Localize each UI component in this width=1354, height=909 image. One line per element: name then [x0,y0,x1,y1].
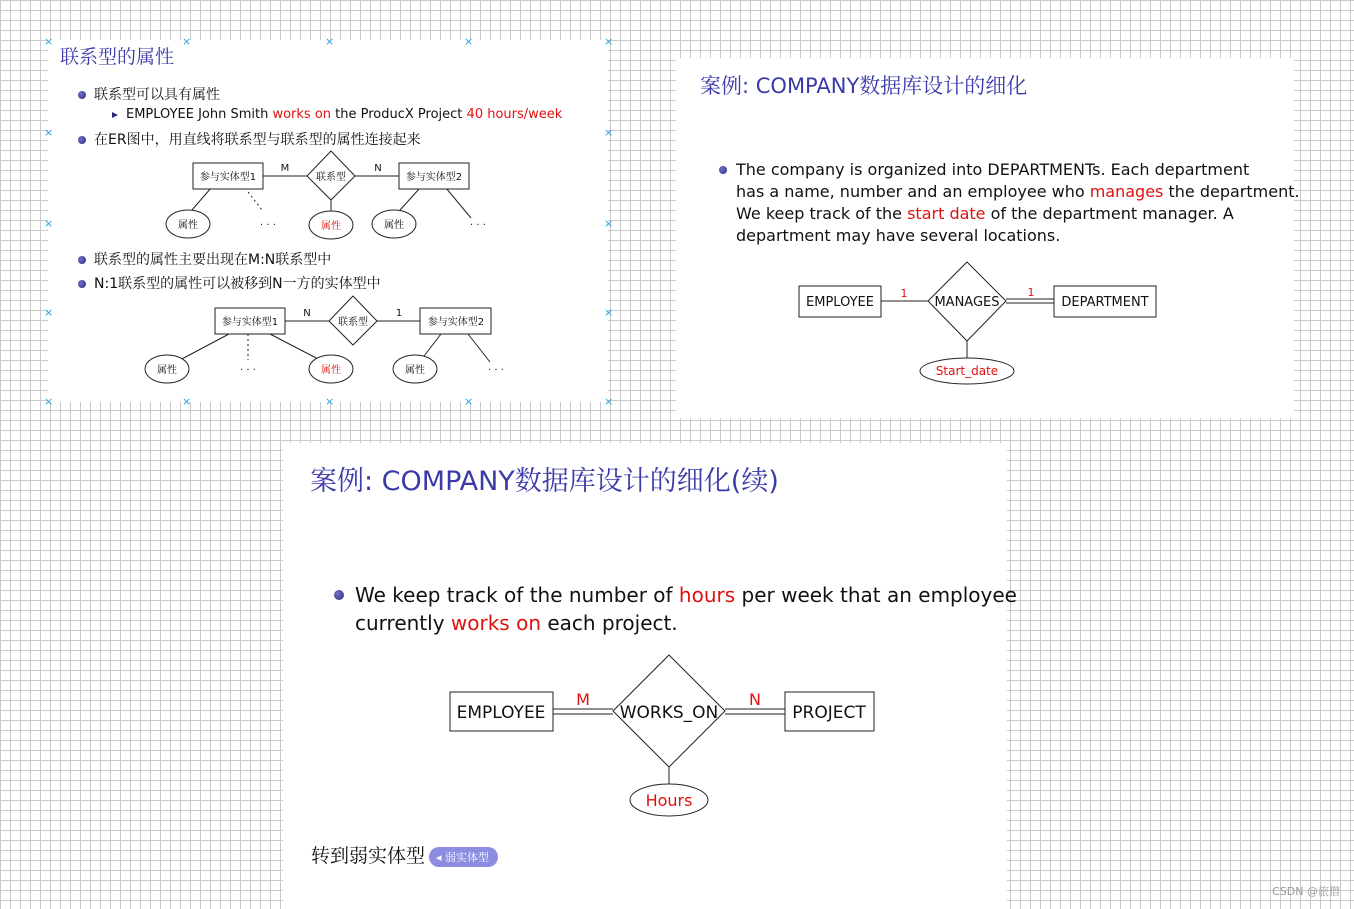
selection-marker-icon: × [604,395,614,408]
d1-relation-label: 联系型 [316,172,346,183]
d2-entity1-label: 参与实体型1 [221,317,279,328]
d2-attr-left-label: 属性 [157,365,177,376]
d1-attr-right-label: 属性 [384,220,404,231]
weak-entity-nav-button[interactable]: ◂ 弱实体型 [429,847,498,867]
d1-attr-right-line [400,188,420,210]
slide1-bullet1: 联系型可以具有属性 [78,84,220,104]
card1-label: 1 [900,287,908,300]
d2-card2: 1 [395,308,403,319]
d1-card2: N [374,163,382,174]
watermark: CSDN @旅僧 [1272,885,1340,898]
d2-attr-right-label: 属性 [405,365,425,376]
card2-label: N [749,690,761,709]
selection-marker-icon: × [44,395,54,408]
selection-marker-icon: × [44,35,54,48]
slide3-line2: currently works on each project. [355,611,678,635]
d1-attr-rel-label: 属性 [321,221,341,232]
selection-marker-icon: × [604,217,614,230]
d1-dots-left: · · · [260,220,276,231]
card1-label: M [576,690,590,709]
slide2-line1: The company is organized into DEPARTMENTs. Each department [736,160,1250,179]
workson-label: WORKS_ON [619,703,719,723]
d1-entity1-label: 参与实体型1 [199,172,257,183]
slide2-er-diagram [676,58,1294,418]
d1-dots-left-line [245,188,262,210]
d2-dots-right-line [468,334,490,362]
slide1-bullet2: 在ER图中，用直线将联系型与联系型的属性连接起来 [78,129,421,149]
hours-label: Hours [645,791,693,810]
selection-marker-icon: × [604,126,614,139]
slide2-title: 案例: COMPANY数据库设计的细化 [700,74,1028,98]
selection-marker-icon: × [604,35,614,48]
selection-marker-icon: × [44,306,54,319]
start-date-label: Start_date [935,364,999,378]
d1-dots-right: · · · [470,220,486,231]
slide1-title: 联系型的属性 [60,46,175,68]
slide2-line4: department may have several locations. [736,226,1061,245]
manages-label: MANAGES [934,295,1000,310]
slide-company-refinement-cont [283,443,1017,909]
slide3-title: 案例: COMPANY数据库设计的细化(续) [310,466,779,497]
employee-label: EMPLOYEE [456,703,546,723]
d2-attr-left-line [178,334,229,361]
selection-marker-icon: × [182,35,192,48]
selection-marker-icon: × [44,217,54,230]
slide2-line3: We keep track of the start date of the department manager. A [736,204,1234,223]
selection-marker-icon: × [182,395,192,408]
department-label: DEPARTMENT [1061,295,1149,310]
d2-card1: N [303,308,311,319]
slide1-subbullet: EMPLOYEE John Smith works on the ProducX Project 40 hours/week [112,107,562,122]
selection-marker-icon: × [464,395,474,408]
slide3-line1: We keep track of the number of hours per week that an employee [355,583,1017,607]
slide1-bullet3: 联系型的属性主要出现在M:N联系型中 [78,249,331,269]
slide2-line2: has a name, number and an employee who manages the department. [736,182,1300,201]
d1-card1: M [280,163,290,174]
slide1-bullet4: N:1联系型的属性可以被移到N一方的实体型中 [78,273,381,293]
d2-attr-right-line [424,334,441,356]
d2-dots-right: · · · [488,365,504,376]
d1-dots-right-line [446,188,471,218]
slide-relationship-attributes [48,40,608,402]
card2-label: 1 [1027,286,1035,299]
bullet-icon [78,280,86,288]
slide-company-refinement [676,58,1300,418]
d2-attr-rel-line [270,334,320,360]
d2-entity2-label: 参与实体型2 [427,317,485,328]
selection-marker-icon: × [44,126,54,139]
d1-attr-left-label: 属性 [178,220,198,231]
selection-marker-icon: × [325,395,335,408]
d2-dots-left: · · · [240,365,256,376]
d2-attr-rel-label: 属性 [321,365,341,376]
selection-marker-icon: × [604,306,614,319]
bullet-icon [78,256,86,264]
slide3-er-diagram [283,443,1007,909]
d2-relation-label: 联系型 [338,317,368,328]
employee-label: EMPLOYEE [806,295,874,310]
d1-attr-left-line [192,188,211,210]
d1-entity2-label: 参与实体型2 [405,172,463,183]
slide1-er-diagrams [48,40,608,402]
selection-marker-icon: × [325,35,335,48]
selection-marker-icon: × [464,35,474,48]
project-label: PROJECT [792,703,866,723]
goto-weak-entity: 转到弱实体型 ◂ 弱实体型 [311,841,498,868]
